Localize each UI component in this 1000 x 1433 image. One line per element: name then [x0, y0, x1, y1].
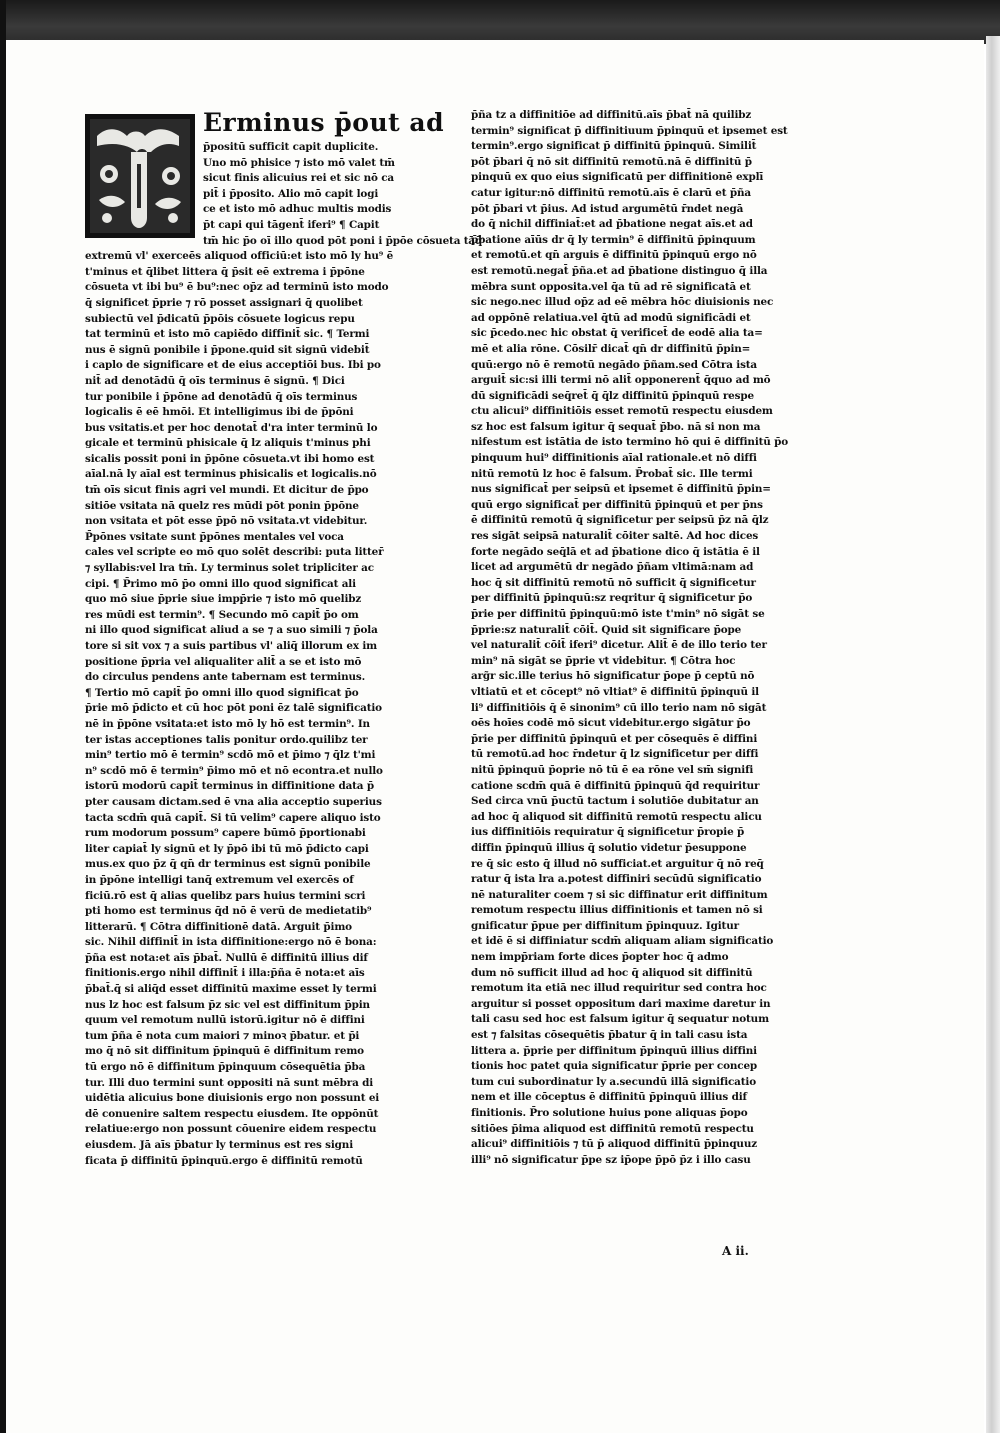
text-line: arguitur si posset oppositum dari maxime daretur in [471, 997, 771, 1010]
text-line: termin⁹ significat p̄ diffinitiuum p̄pinquū et ipsemet est [471, 124, 788, 137]
text-line: dū significādi seq̄ret̄ q̄ q̄lz diffinitū p̄pinquū respe [471, 389, 754, 402]
text-line: ratur q̄ ista lra a.potest diffiniri secūdū significatio [471, 873, 762, 886]
text-line: quum vel remotum nullū istorū.igitur nō ē diffini [85, 1014, 365, 1027]
text-line: sic nego.nec illud op̄z ad eē mēbra hōc diuisionis nec [471, 296, 774, 309]
text-line: extremū vl' exerceēs aliquod officiū:et isto mō ly hu⁹ ē [85, 250, 394, 263]
text-line: min⁹ tertio mō ē termin⁹ scdō mō et p̄imo ⁊ q̄lz t'mi [85, 749, 376, 762]
text-line: li⁹ diffinitiōis q̄ ē sinonim⁹ cū illo terio nam nō sigāt [471, 701, 767, 714]
text-line: cipi. ¶ P̄rimo mō p̄o omni illo quod significat ali [85, 577, 356, 590]
text-line: pter causam dictam.sed ē vna alia acceptio superius [85, 795, 382, 808]
text-line: nitū p̄pinquū p̄oprie nō tū ē ea rōne vel sm̄ signifi [471, 763, 754, 776]
text-line: gicale et terminū phisicale q̄ lz aliquis t'minus phi [85, 437, 371, 450]
text-line: arguit̄ sic:si illi termi nō alit̄ opponerent̄ q̄quo ad mō [471, 374, 771, 387]
text-line: tm̄ hic p̄o oī illo quod pōt poni i p̄pōe cōsueta tāq̄ [203, 234, 483, 247]
text-line: tur ponibile i p̄pōne ad denotādū q̄ oīs terminus [85, 390, 358, 403]
text-line: dē conuenire saltem respectu eiusdem. Ite oppōnūt [85, 1107, 379, 1120]
text-line: tat terminū et isto mō capiēdo diffinit̄ sic. ¶ Termi [85, 328, 370, 341]
text-line: tū ergo nō ē diffinitum p̄pinquum cōsequētia p̄ba [85, 1061, 366, 1074]
text-line: forte negādo seq̄lā et ad p̄batione dico q̄ istātia ē il [471, 545, 760, 558]
signature-mark: A ii. [722, 1244, 749, 1258]
text-line: pinquū ex quo eius significatū per diffinitionē explī [471, 171, 764, 184]
text-line: licet ad argumētū dr negādo p̄ñam vltimā:nam ad [471, 561, 754, 574]
text-line: tacta scdm̄ quā capit̄. Si tū velim⁹ capere aliquo isto [85, 811, 381, 824]
text-line: finitionis.ergo nihil diffinit̄ i illa:p̄ña ē nota:et aīs [85, 967, 365, 980]
text-line: p̄prie:sz naturalit̄ cōit̄. Quid sit significare p̄ope [471, 623, 742, 636]
text-line: res mūdi est termin⁹. ¶ Secundo mō capit̄ p̄o om [85, 608, 359, 621]
text-line: ad hoc q̄ aliquod sit diffinitū remotū respectu alicu [471, 810, 762, 823]
text-line: ter istas acceptiones talis ponitur ordo.quilibz ter [85, 733, 368, 746]
text-line: litterarū. ¶ Cōtra diffinitionē datā. Arguit p̄imo [85, 920, 352, 933]
text-line: tum cui subordinatur ly a.secundū illā significatio [471, 1075, 756, 1088]
text-line: pti homo est terminus q̄d nō ē verū de medietatib⁹ [85, 905, 372, 918]
text-line: ē diffinitū remotū q̄ significetur per seipsū p̄z nā q̄lz [471, 514, 769, 527]
text-line: cales vel scripte eo mō quo solēt describi: puta litter̄ [85, 546, 384, 559]
text-line: quū ergo significat̄ per diffinitū p̄pinquū et per p̄ns [471, 498, 763, 511]
text-line: per diffinitū p̄pinquū:sz reqritur q̄ significetur p̄o [471, 592, 753, 605]
text-line: nifestum est istātia de isto termino hō qui ē diffinitū p̄o [471, 436, 789, 449]
text-line: sicut finis alicuius rei et sic nō ca [203, 172, 394, 185]
text-line: mus.ex quo p̄z q̄ qn̄ dr terminus est signū ponibile [85, 858, 371, 871]
text-line: ni illo quod significat aliud a se ⁊ a suo simili ⁊ p̄ola [85, 624, 378, 637]
text-line: p̄batione aīūs dr q̄ ly termin⁹ ē diffinitū p̄pinquum [471, 233, 756, 246]
text-line: ctu alicui⁹ diffinitiōis esset remotū respectu eiusdem [471, 405, 773, 418]
text-line: nē naturaliter coem ⁊ si sic diffinatur erit diffinitum [471, 888, 768, 901]
text-line: finitionis. P̄ro solutione huius pone aliquas p̄opo [471, 1107, 748, 1119]
text-line: sitiōes p̄ima aliquod est diffinitū remotū respectu [471, 1122, 754, 1135]
text-line: logicalis ē eē hmōi. Et intelligimus ibi de p̄pōni [85, 406, 354, 419]
decorated-initial-T-icon [85, 114, 195, 238]
right-column [471, 108, 824, 1168]
text-line: sic. Nihil diffinit̄ in ista diffinitione:ergo nō ē bona: [85, 936, 377, 949]
text-line: p̄rie per diffinitū p̄pinquū:mō iste t'min⁹ nō sigāt se [471, 608, 765, 620]
text-line: pit̄ i p̄posito. Alio mō capit logi [203, 187, 379, 200]
text-line: dum nō sufficit illud ad hoc q̄ aliquod sit diffinitū [471, 966, 753, 979]
text-line: termin⁹.ergo significat p̄ diffinitū p̄pinquū. Similit̄ [471, 140, 757, 153]
text-line: n⁹ scdō mō ē termin⁹ p̄imo mō et nō econtra.et nullo [85, 764, 383, 777]
text-line: bus vsitatis.et per hoc denotat̄ d'ra inter terminū lo [85, 421, 378, 434]
text-line: quū:ergo nō ē remotū negādo p̄ñam.sed Cōtra ista [471, 358, 758, 371]
scan-top-border [0, 0, 1000, 44]
text-line: subiectū vel p̄dicatū p̄pōis cōsuete logicus repu [85, 312, 355, 325]
text-line: nem et ille cōceptus ē diffinitū p̄pinquū illius dif [471, 1091, 747, 1104]
text-line: ⁊ syllabis:vel lra tm̄. Ly terminus solet tripliciter ac [85, 562, 374, 575]
text-line: hoc q̄ sit diffinitū remotū nō sufficit q̄ significetur [471, 576, 756, 589]
text-line: diffin p̄pinquū illius q̄ solutio videtur p̄esuppone [471, 841, 747, 854]
text-line: nem impp̄riam forte dices p̄opter hoc q̄ admo [471, 951, 729, 964]
text-line: nitū remotū lz hoc ē falsum. P̄robat̄ sic. Ille termi [471, 467, 753, 480]
text-line: p̄bat̄.q̄ si aliq̄d esset diffinitū maxime esset ly termi [85, 983, 377, 996]
text-line: vel naturalit̄ cōit̄ iferi⁹ dicetur. Alit̄ ē de illo terio ter [471, 639, 767, 652]
text-line: nus significat̄ per seipsū et ipsemet ē diffinitū p̄pin= [471, 483, 771, 496]
text-line: p̄t capi qui tāgent̄ iferi⁹ ¶ Capit [203, 218, 380, 231]
text-line: relatiue:ergo non possunt cōuenire eidem respectu [85, 1123, 377, 1136]
text-line: i caplo de significare et de eius acceptiōi bus. Ibi po [85, 359, 381, 372]
chapter-heading: Erminus p̄out ad [203, 108, 445, 137]
text-line: quo mō siue p̄prie siue impp̄rie ⁊ isto mō quelibz [85, 593, 362, 606]
text-line: catione scdm̄ quā ē diffinitū p̄pinquū q̄d requiritur [471, 779, 760, 792]
text-line: tū remotū.ad hoc r̄ndetur q̄ lz significetur per diffi [471, 748, 759, 761]
text-line: do circulus pendens ante tabernam est terminus. [85, 671, 366, 684]
text-line: remotum respectu illius diffinitionis et tamen nō si [471, 904, 763, 917]
text-line: res sigāt seipsā naturalit̄ cōiter saltē. Ad hoc dices [471, 530, 759, 543]
text-line: uidētia alicuius bone diuisionis ergo non possunt ei [85, 1092, 380, 1105]
text-line: sz hoc est falsum igitur q̄ sequat̄ p̄bo. nā si non ma [471, 420, 761, 433]
text-line: Sed circa vnū p̄uctū tactum i solutiōe dubitatur an [471, 795, 759, 808]
text-line: sitiōe vsitata nā quelz res mūdi pōt ponin p̄pōne [85, 499, 359, 512]
text-line: littera a. p̄prie per diffinitum p̄pinquū illius diffini [471, 1044, 757, 1057]
text-line: et idē ē si diffiniatur scdm̄ aliquam aliam significatio [471, 935, 774, 948]
text-line: tur. Illi duo termini sunt oppositi nā sunt mēbra di [85, 1076, 374, 1089]
scan-right-edge [986, 36, 1000, 1433]
text-line: alicui⁹ diffinitiōis ⁊ tū p̄ aliquod diffinitū p̄pinquuz [471, 1138, 757, 1151]
text-line: gnificatur p̄pue per diffinitum p̄pinquuz. Igitur [471, 919, 739, 932]
text-line: ¶ Tertio mō capit̄ p̄o omni illo quod significat p̄o [85, 686, 359, 699]
text-line: cōsueta vt ibi bu⁹ ē bu⁹:nec op̄z ad terminū isto modo [85, 281, 389, 294]
text-line: sicalis possit poni in p̄pōne cōsueta.vt ibi homo est [85, 452, 375, 465]
text-line: nit̄ ad denotādū q̄ oīs terminus ē signū. ¶ Dici [85, 374, 345, 387]
text-line: p̄ña tz a diffinitiōe ad diffinitū.aīs p̄bat̄ nā quilibz [471, 109, 752, 121]
text-line: remotum ita etiā nec illud requiritur sed contra hoc [471, 982, 767, 995]
text-line: pinquum hui⁹ diffinitionis aīal rationale.et nō diffi [471, 452, 757, 465]
text-line: positione p̄pria vel aliqualiter alit̄ a se et isto mō [85, 655, 362, 668]
text-line: mē et alia rōne. Cōsilr̄ dicat̄ qn̄ dr diffinitū p̄pin= [471, 342, 751, 355]
text-line: ficiū.rō est q̄ alias quelibz pars huius termini scri [85, 889, 366, 902]
text-line: P̄pōnes vsitate sunt p̄pōnes mentales vel voca [85, 530, 344, 543]
text-line: istorū modorū capit̄ terminus in diffinitione data p̄ [85, 780, 374, 793]
text-line: liter capiat̄ ly signū et ly p̄pō ibi tū mō p̄dicto capi [85, 842, 369, 855]
text-line: Uno mō phisice ⁊ isto mō valet tm̄ [203, 156, 395, 169]
text-line: est ⁊ falsitas cōsequētis p̄batur q̄ in tali casu ista [471, 1029, 748, 1042]
text-line: aīal.nā ly aīal est terminus phisicalis et logicalis.nō [85, 468, 377, 481]
text-line: catur igitur:nō diffinitū remotū.aīs ē clarū et p̄ña [471, 186, 751, 199]
text-line: tali casu sed hoc est falsum igitur q̄ sequatur notum [471, 1013, 769, 1026]
text-line: est remotū.negat̄ p̄ña.et ad p̄batione distinguo q̄ illa [471, 264, 768, 277]
text-line: p̄ña est nota:et aīs p̄bat̄. Nullū ē diffinitū illius dif [85, 951, 368, 964]
left-column [85, 108, 483, 1169]
text-line: arg̃r sic.ille terius hō significatur p̄ope p̄ ceptū nō [471, 670, 755, 683]
text-line: p̄positū sufficit capit duplicite. [203, 141, 379, 153]
text-line: mēbra sunt opposita.vel q̄a tū ad rē significatā et [471, 280, 751, 293]
text-line: mo q̄ nō sit diffinitum p̄pinquū ē diffinitum remo [85, 1045, 364, 1058]
text-line: nē in p̄pōne vsitata:et isto mō ly hō est termin⁹. In [85, 717, 370, 730]
text-line: ad oppōnē relatiua.vel q̄tū ad modū significādi et [471, 311, 751, 324]
text-line: q̄ significet p̄prie ⁊ rō posset assignari q̄ quolibet [85, 296, 363, 309]
text-line: tionis hoc patet quia significatur p̄prie per concep [471, 1060, 758, 1073]
text-line: non vsitata et pōt esse p̄pō nō vsitata.vt videbitur. [85, 515, 368, 528]
text-line: oēs hoīes codē mō sicut videbitur.ergo sigātur p̄o [471, 717, 751, 730]
text-line: sic p̄cedo.nec hic obstat q̄ verificet̄ de eodē alia ta= [471, 327, 763, 340]
text-line: p̄rie per diffinitū p̄pinquū et per cōsequēs ē diffini [471, 732, 758, 745]
text-line: re q̄ sic esto q̄ illud nō sufficiat.et arguitur q̄ nō req̄ [471, 857, 764, 870]
text-line: tm̄ oīs sicut finis agri vel mundi. Et dicitur de p̄po [85, 484, 369, 497]
text-line: min⁹ nā sigāt se p̄prie vt videbitur. ¶ Cōtra hoc [471, 654, 736, 667]
text-line: in p̄pōne intelligi tanq̄ extremum vel exercēs of [85, 873, 354, 886]
text-line: do q̄ nichil diffiniat̄:et ad p̄batione negat aīs.et ad [471, 218, 753, 231]
text-line: ce et isto mō adhuc multis modis [203, 203, 392, 216]
text-line: vltiatū et et cōcept⁹ nō vltiat⁹ ē diffinitū p̄pinquū il [471, 685, 759, 698]
text-line: ficata p̄ diffinitū p̄pinquū.ergo ē diffinitū remotū [85, 1154, 363, 1167]
text-line: eiusdem. Jā aīs p̄batur ly terminus est res signi [85, 1139, 353, 1151]
text-line: t'minus et q̄libet littera q̄ p̄sit eē extrema i p̄pōne [85, 265, 365, 278]
text-line: pōt p̄bari vt p̄ius. Ad istud argumētū r̄ndet negā [471, 202, 744, 215]
text-line: et remotū.et qn̄ arguis ē diffinitū p̄pinquū ergo nō [471, 249, 757, 262]
text-line: tum p̄ña ē nota cum maiori ⁊ minoꝛ p̄batur. et p̄i [85, 1029, 360, 1042]
text-line: p̄rie mō p̄dicto et cū hoc pōt poni ēz talē significatio [85, 702, 382, 715]
text-line: illi⁹ nō significatur p̄pe sz ip̄ope p̄pō p̄z i illo casu [471, 1153, 751, 1166]
text-line: nus lz hoc est falsum p̄z sic vel est diffinitum p̄pin [85, 998, 370, 1011]
text-line: tore si sit vox ⁊ a suis partibus vl' aliq̄ illorum ex im [85, 640, 377, 652]
text-line: ius diffinitiōis requiratur q̄ significetur p̄ropie p̄ [471, 826, 745, 839]
text-line: pōt p̄bari q̄ nō sit diffinitū remotū.nā ē diffinitū p̄ [471, 155, 752, 168]
text-line: nus ē signū ponibile i p̄pone.quid sit signū videbit̄ [85, 343, 370, 356]
text-line: rum modorum possum⁹ capere būmō p̄portionabi [85, 827, 366, 840]
